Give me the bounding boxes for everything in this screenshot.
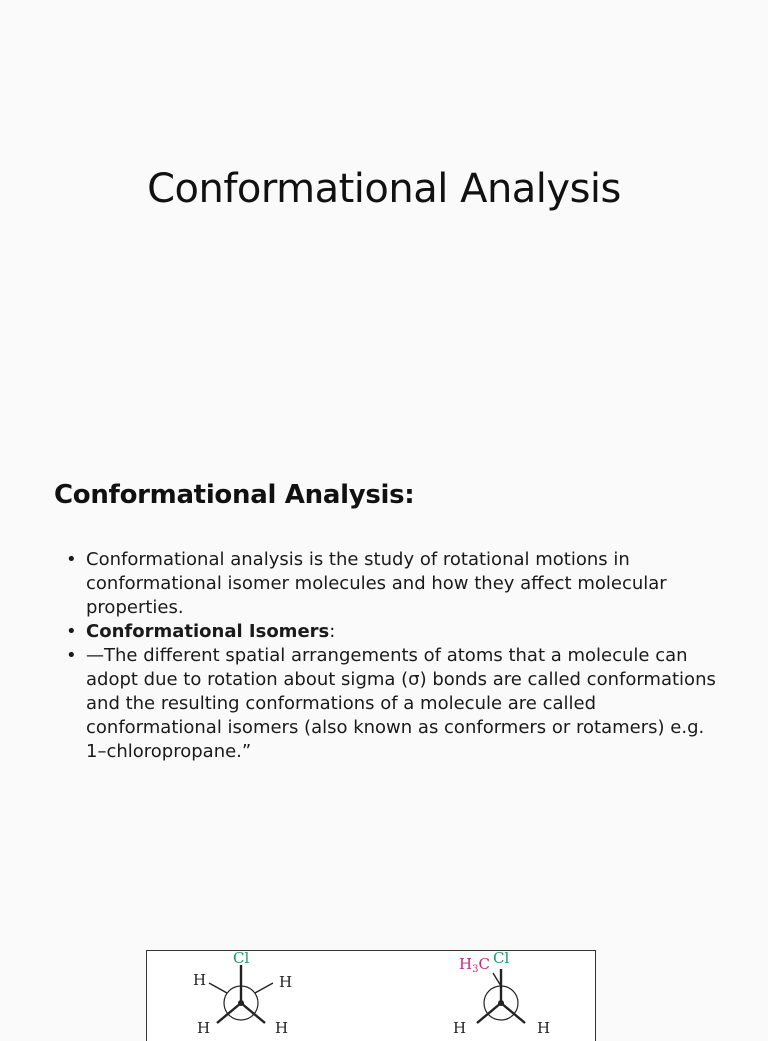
newman-right-structure [477, 969, 525, 1023]
page-title: Conformational Analysis [147, 166, 621, 212]
bullet-icon: • [66, 645, 77, 666]
bullet-text: Conformational analysis is the study of rotational motions in conformational isomer molecules and how they affect molecular properties. [86, 549, 667, 618]
list-item [60, 644, 720, 764]
front-carbon-dot [498, 1000, 504, 1006]
list-item [60, 548, 720, 620]
bullet-text: —The different spatial arrangements of atoms that a molecule can adopt due to rotation about sigma (σ) bonds are called conformations and the resulting conformations of a molecule are called conformational isomers (also known as conformers or rotamers) e.g. 1–chloropropane.” [86, 645, 716, 762]
hydrogen-label: H [279, 973, 293, 991]
hydrogen-label: H [453, 1019, 467, 1037]
hydrogen-label: H [193, 971, 207, 989]
newman-projection-figure [146, 950, 596, 1041]
bullet-icon: • [66, 621, 77, 642]
newman-left-structure [209, 965, 273, 1023]
rear-bond-right [255, 983, 273, 993]
chlorine-label: Cl [233, 949, 250, 967]
rear-bond-left [209, 983, 227, 993]
hydrogen-label: H [537, 1019, 551, 1037]
methyl-label: $H_3C$ [459, 955, 490, 975]
hydrogen-label: H [197, 1019, 211, 1037]
bullet-suffix: : [329, 621, 336, 642]
hydrogen-label: H [275, 1019, 289, 1037]
newman-left-diagram [147, 951, 595, 1041]
bullet-list [60, 548, 720, 764]
bullet-icon: • [66, 549, 77, 570]
front-carbon-dot [238, 1000, 244, 1006]
chlorine-label: Cl [493, 949, 510, 967]
section-heading: Conformational Analysis: [54, 480, 415, 510]
list-item [60, 620, 720, 644]
bullet-bold-term: Conformational Isomers [86, 621, 330, 642]
